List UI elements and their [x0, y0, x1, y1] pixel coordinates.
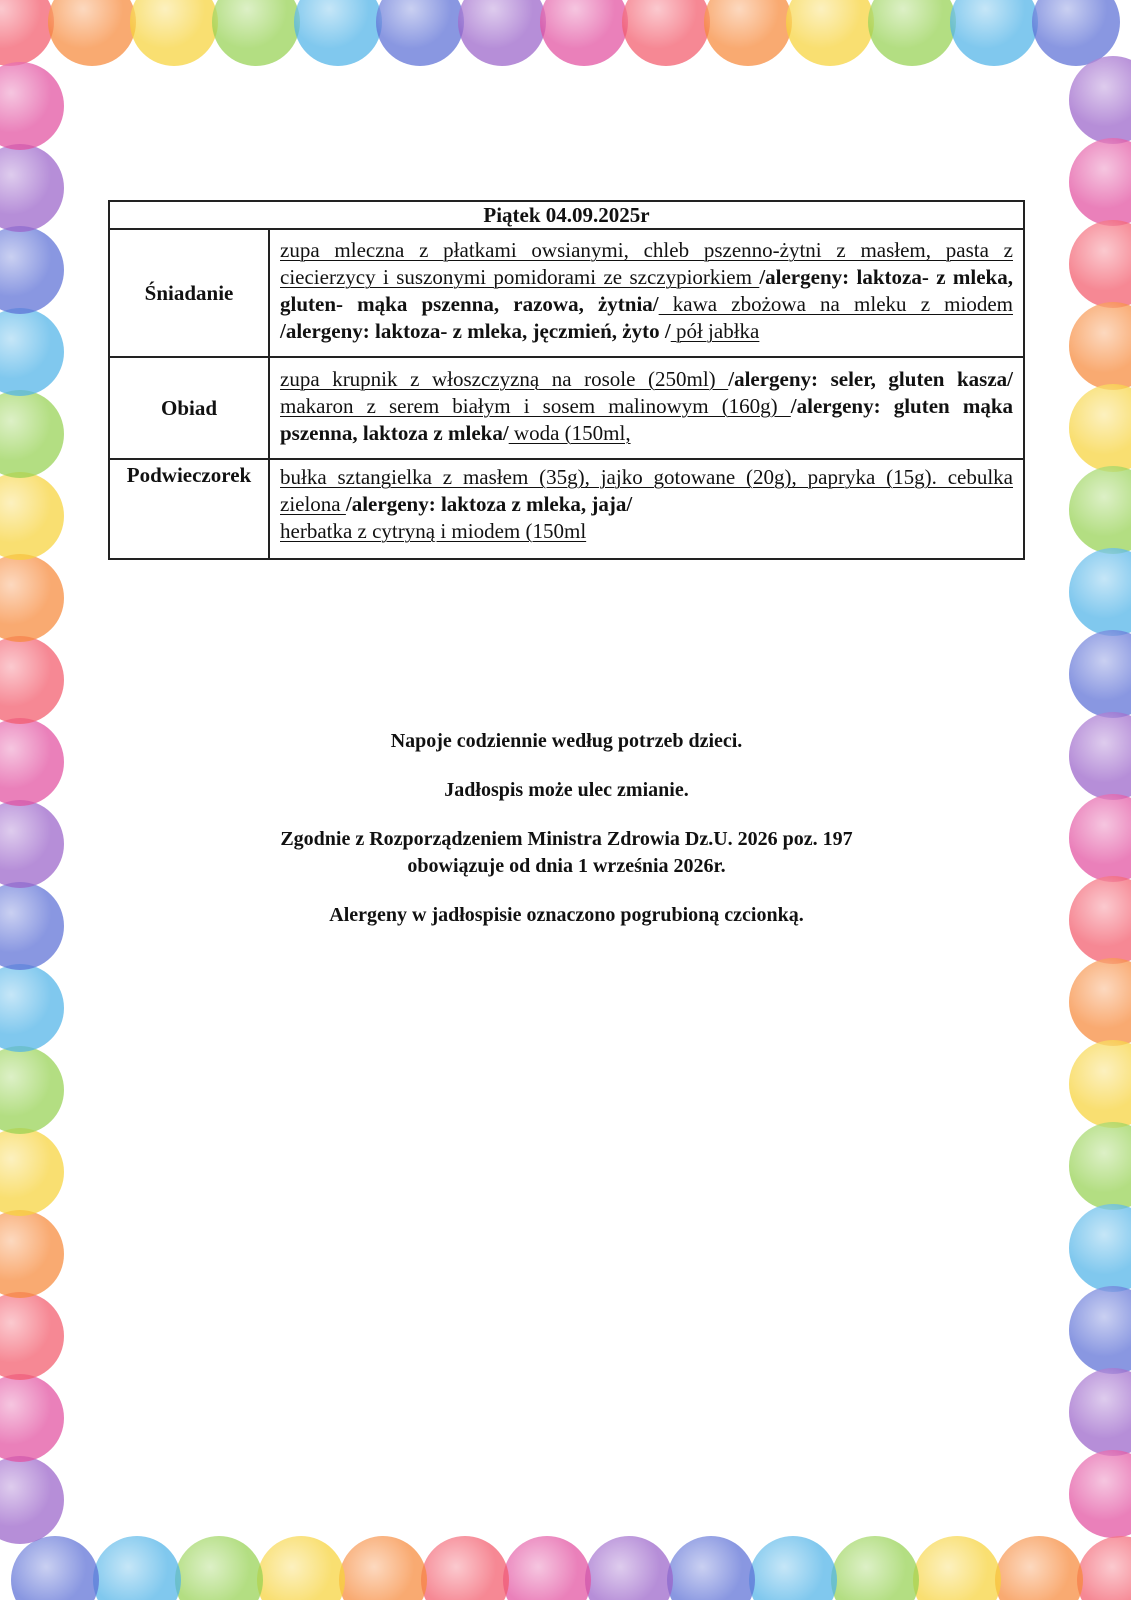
watercolor-dot [1069, 1040, 1131, 1128]
watercolor-dot [1069, 302, 1131, 390]
lunch-label: Obiad [109, 357, 269, 459]
breakfast-row [109, 229, 1024, 357]
watercolor-dot [1069, 548, 1131, 636]
watercolor-dot [0, 390, 64, 478]
watercolor-dot [0, 1374, 64, 1462]
watercolor-dot [585, 1536, 673, 1600]
watercolor-dot [0, 0, 54, 66]
watercolor-dot [376, 0, 464, 66]
watercolor-dot [0, 636, 64, 724]
watercolor-dot [339, 1536, 427, 1600]
watercolor-dot [540, 0, 628, 66]
watercolor-dot [1069, 1286, 1131, 1374]
watercolor-dot [421, 1536, 509, 1600]
watercolor-dot [0, 800, 64, 888]
watercolor-dot [622, 0, 710, 66]
watercolor-dot [0, 554, 64, 642]
breakfast-fruit: pół jabłka [670, 319, 760, 343]
watercolor-dot [1069, 712, 1131, 800]
lunch-main-allergens: /alergeny: gluten mąka pszenna, laktoza z mleka/ [280, 393, 1014, 445]
watercolor-dot [1069, 794, 1131, 882]
watercolor-dot [0, 472, 64, 560]
breakfast-allergens: /alergeny: laktoza- z mleka, gluten- mąka pszenna, razowa, żytnia/ [280, 265, 1013, 316]
drinks-note: Napoje codziennie według potrzeb dzieci. [390, 730, 743, 752]
watercolor-dot [130, 0, 218, 66]
snack-content [269, 459, 1024, 559]
watercolor-dot [0, 1128, 64, 1216]
watercolor-dot [0, 964, 64, 1052]
watercolor-dot [0, 1046, 64, 1134]
watercolor-dot [212, 0, 300, 66]
menu-table [108, 200, 1025, 560]
watercolor-dot [1069, 1204, 1131, 1292]
watercolor-dot [0, 1210, 64, 1298]
watercolor-dot [11, 1536, 99, 1600]
lunch-main: makaron z serem białym i sosem malinowym (160g) [280, 393, 791, 418]
snack-row [109, 459, 1024, 559]
lunch-drink: woda (150ml, [508, 420, 631, 445]
watercolor-dot [0, 62, 64, 150]
watercolor-dot [503, 1536, 591, 1600]
watercolor-dot [0, 308, 64, 396]
watercolor-dot [93, 1536, 181, 1600]
watercolor-dot [0, 226, 64, 314]
watercolor-dot [0, 144, 64, 232]
watercolor-dot [0, 1456, 64, 1544]
watercolor-dot [1069, 384, 1131, 472]
watercolor-dot [0, 882, 64, 970]
snack-drink: herbatka z cytryną i miodem (150ml [280, 519, 587, 543]
watercolor-dot [704, 0, 792, 66]
watercolor-dot [667, 1536, 755, 1600]
menu-notes [108, 728, 1025, 929]
watercolor-dot [175, 1536, 263, 1600]
watercolor-dot [1069, 630, 1131, 718]
watercolor-dot [1069, 1450, 1131, 1538]
change-note: Jadłospis może ulec zmianie. [444, 779, 689, 801]
day-header-row [109, 201, 1024, 229]
watercolor-dot [1069, 876, 1131, 964]
day-title: Piątek 04.09.2025r [109, 201, 1024, 229]
watercolor-dot [995, 1536, 1083, 1600]
breakfast-label: Śniadanie [109, 229, 269, 357]
watercolor-dot [868, 0, 956, 66]
regulation-note-line1: Zgodnie z Rozporządzeniem Ministra Zdrowia Dz.U. 2026 poz. 197 [280, 828, 853, 850]
watercolor-dot [1069, 466, 1131, 554]
watercolor-dot [831, 1536, 919, 1600]
watercolor-dot [1069, 958, 1131, 1046]
snack-dishes: bułka sztangielka z masłem (35g), jajko gotowane (20g), papryka (15g). cebulka zielona [280, 465, 1013, 516]
lunch-content [269, 357, 1024, 459]
watercolor-dot [1069, 1122, 1131, 1210]
watercolor-dot [913, 1536, 1001, 1600]
watercolor-dot [1032, 0, 1120, 66]
watercolor-dot [294, 0, 382, 66]
watercolor-dot [257, 1536, 345, 1600]
watercolor-dot [1077, 1536, 1131, 1600]
lunch-soup: zupa krupnik z włoszczyzną na rosole (250ml) [280, 366, 729, 391]
watercolor-dot [458, 0, 546, 66]
watercolor-dot [950, 0, 1038, 66]
watercolor-dot [749, 1536, 837, 1600]
watercolor-dot [0, 718, 64, 806]
watercolor-dot [786, 0, 874, 66]
watercolor-dot [1069, 220, 1131, 308]
snack-allergens: /alergeny: laktoza z mleka, jaja/ [345, 492, 633, 516]
regulation-note-line2: obowiązuje od dnia 1 września 2026r. [407, 855, 726, 877]
lunch-row [109, 357, 1024, 459]
watercolor-dot [1069, 138, 1131, 226]
breakfast-content [269, 229, 1024, 357]
breakfast-dishes: zupa mleczna z płatkami owsianymi, chleb pszenno-żytni z masłem, pasta z ciecierzycy i suszonymi pomidorami ze szczypiorkiem [280, 238, 1013, 289]
allergens-note: Alergeny w jadłospisie oznaczono pogrubioną czcionką. [329, 904, 804, 926]
breakfast-drink: kawa zbożowa na mleku z miodem [658, 292, 1013, 316]
watercolor-dot [48, 0, 136, 66]
watercolor-dot [0, 1292, 64, 1380]
watercolor-dot [1069, 1368, 1131, 1456]
breakfast-drink-allergens: /alergeny: laktoza- z mleka, jęczmień, żyto / [280, 319, 671, 343]
watercolor-dot [1069, 56, 1131, 144]
lunch-soup-allergens: /alergeny: seler, gluten kasza/ [728, 366, 1013, 391]
snack-label: Podwieczorek [109, 459, 269, 559]
